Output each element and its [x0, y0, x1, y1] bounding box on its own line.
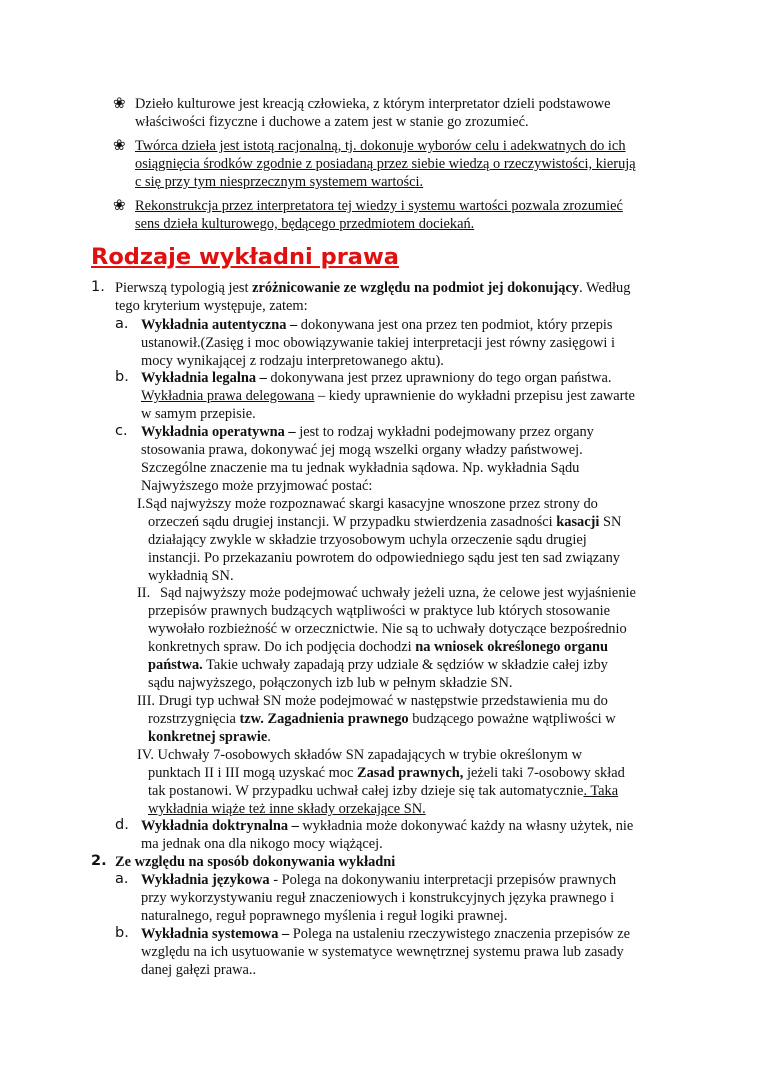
item-c-line-2: stosowania prawa, dokonywać jej mogą wszelki organy władzy państwowej.: [141, 442, 583, 458]
item-b-line-1: Wykładnia legalna – dokonywana jest przez uprawniony do tego organ państwa.: [141, 370, 612, 386]
item-d-line-1: Wykładnia doktrynalna – wykładnia może dokonywać każdy na własny użytek, nie: [141, 818, 634, 834]
item-b-line-2: Wykładnia prawa delegowana – kiedy uprawnienie do wykładni przepisu jest zawarte: [141, 388, 635, 404]
roman-iii-line-3: konkretnej sprawie.: [148, 729, 271, 745]
roman-i-line-2: orzeczeń sądu drugiej instancji. W przypadku stwierdzenia zasadności kasacji SN: [148, 514, 622, 530]
list-letter-b2: b.: [115, 925, 129, 941]
item-b2-line-3: danej gałęzi prawa..: [141, 962, 257, 978]
item-b2-line-1: Wykładnia systemowa – Polega na ustaleniu rzeczywistego znaczenia przepisów ze: [141, 926, 631, 942]
list-letter-a: a.: [115, 316, 129, 332]
item-a2-line-3: naturalnego, reguł poprawnego myślenia i reguł logiki prawnej.: [141, 908, 508, 924]
roman-ii-number: II.: [137, 585, 151, 601]
list-letter-a2: a.: [115, 871, 129, 887]
list-letter-b: b.: [115, 369, 129, 385]
bullet-2-line-3: c się przy tym niesprzecznym systemem wartości.: [135, 174, 424, 190]
roman-ii-line-2: przepisów prawnych budzących wątpliwości w praktyce lub których stosowanie: [148, 603, 610, 619]
item-a-line-3: mocy wynikającej z rodzaju interpretowanego aktu).: [141, 353, 444, 369]
list-letter-d: d.: [115, 817, 129, 833]
item-d-line-2: ma jednak ona dla nikogo mocy wiążącej.: [141, 836, 383, 852]
roman-ii-line-6: sądu najwyższego, połączonych izb lub w pełnym składzie SN.: [148, 675, 513, 691]
item-b-line-3: w samym przepisie.: [141, 406, 256, 422]
bullet-2-line-1: Twórca dzieła jest istotą racjonalną, tj. dokonuje wyborów celu i adekwatnych do ich: [135, 138, 626, 154]
roman-ii-line-5: państwa. Takie uchwały zapadają przy udziale & sędziów w składzie całej izby: [148, 657, 608, 673]
roman-iv-line-2: punktach II i III mogą uzyskać moc Zasad prawnych, jeżeli taki 7-osobowy skład: [148, 765, 625, 781]
roman-iv-line-4: wykładnia wiąże też inne składy orzekające SN.: [148, 801, 426, 817]
item-a2-line-2: przy wykorzystywaniu reguł znaczeniowych i konstrukcyjnych języka prawnego i: [141, 890, 615, 906]
item-a-line-1: Wykładnia autentyczna – dokonywana jest ona przez ten podmiot, który przepis: [141, 317, 613, 333]
item-1-line-1: Pierwszą typologią jest zróżnicowanie ze względu na podmiot jej dokonujący. Według: [115, 280, 631, 296]
item-c-line-4: Najwyższego może przyjmować postać:: [141, 478, 373, 494]
roman-ii-line-3: wywołało rozbieżność w orzecznictwie. Nie są to uchwały dotyczące bezpośrednio: [148, 621, 627, 637]
list-letter-c: c.: [115, 423, 128, 439]
leaf-bullet-icon: ❀: [113, 96, 126, 112]
item-2-title: Ze względu na sposób dokonywania wykładni: [115, 854, 396, 870]
list-number-1: 1.: [91, 279, 105, 295]
bullet-1-line-2: właściwości fizyczne i duchowe a zatem jest w stanie go zrozumieć.: [135, 114, 529, 130]
section-heading: Rodzaje wykładni prawa: [91, 244, 399, 270]
item-a-line-2: ustanowił.(Zasięg i moc obowiązywanie takiej interpretacji jest równy zasięgowi i: [141, 335, 615, 351]
item-c-line-3: Szczególne znaczenie ma tu jednak wykładnia sądowa. Np. wykładnia Sądu: [141, 460, 580, 476]
roman-ii-line-4: konkretnych spraw. Do ich podjęcia dochodzi na wniosek określonego organu: [148, 639, 609, 655]
roman-i-line-1: I.Sąd najwyższy może rozpoznawać skargi kasacyjne wnoszone przez strony do: [137, 496, 598, 512]
item-c-line-1: Wykładnia operatywna – jest to rodzaj wykładni podejmowany przez organy: [141, 424, 594, 440]
bullet-1-line-1: Dzieło kulturowe jest kreacją człowieka, z którym interpretator dzieli podstawowe: [135, 96, 611, 112]
list-number-2: 2.: [91, 853, 107, 869]
roman-iv-line-3: tak postanowi. W przypadku uchwał całej izby dzieje się tak automatycznie. Taka: [148, 783, 619, 799]
bullet-3-line-1: Rekonstrukcja przez interpretatora tej wiedzy i systemu wartości pozwala zrozumieć: [135, 198, 623, 214]
item-1-line-2: tego kryterium występuje, zatem:: [115, 298, 308, 314]
roman-i-line-5: wykładnią SN.: [148, 568, 234, 584]
item-a2-line-1: Wykładnia językowa - Polega na dokonywaniu interpretacji przepisów prawnych: [141, 872, 617, 888]
leaf-bullet-icon: ❀: [113, 138, 126, 154]
roman-i-line-4: instancji. Po przekazaniu powrotem do odpowiedniego sądu jest ten sad związany: [148, 550, 620, 566]
roman-iii-line-2: rozstrzygnięcia tzw. Zagadnienia prawnego budzącego poważne wątpliwości w: [148, 711, 616, 727]
roman-iii-line-1: III. Drugi typ uchwał SN może podejmować w następstwie przedstawienia mu do: [137, 693, 608, 709]
roman-i-line-3: działający zwykle w składzie trzyosobowym uchyla orzeczenie sądu drugiej: [148, 532, 587, 548]
item-b2-line-2: względu na ich usytuowanie w systematyce wewnętrznej systemu prawa lub zasady: [141, 944, 624, 960]
roman-ii-line-1: Sąd najwyższy może podejmować uchwały jeżeli uzna, że celowe jest wyjaśnienie: [160, 585, 636, 601]
roman-iv-line-1: IV. Uchwały 7-osobowych składów SN zapadających w trybie określonym w: [137, 747, 582, 763]
leaf-bullet-icon: ❀: [113, 198, 126, 214]
bullet-2-line-2: osiągnięcia środków zgodnie z posiadaną przez siebie wiedzą o rzeczywistości, kierują: [135, 156, 636, 172]
bullet-3-line-2: sens dzieła kulturowego, będącego przedmiotem dociekań.: [135, 216, 475, 232]
